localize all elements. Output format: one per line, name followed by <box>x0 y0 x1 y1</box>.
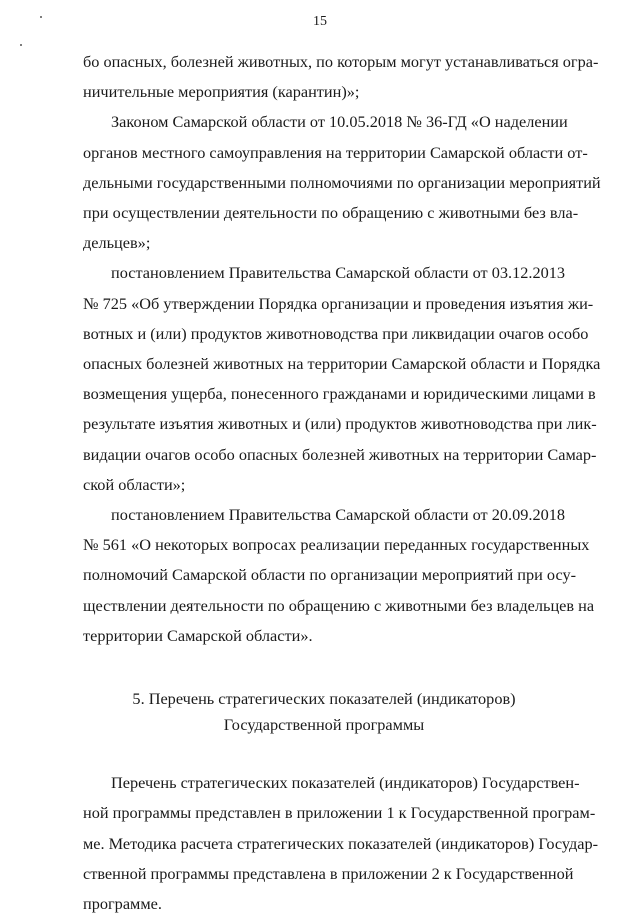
section-heading-line: 5. Перечень стратегических показателей (индикаторов) <box>132 689 516 709</box>
text-line: Законом Самарской области от 10.05.2018 № 36-ГД «О наделении <box>111 112 568 132</box>
text-line: ме. Методика расчета стратегических показателей (индикаторов) Государ- <box>83 833 599 853</box>
text-line: программе. <box>83 894 162 914</box>
text-line: ной программы представлен в приложении 1 к Государственной програм- <box>83 803 596 823</box>
document-body <box>83 47 601 919</box>
page-number: 15 <box>313 14 327 29</box>
text-line: Перечень стратегических показателей (индикаторов) Государствен- <box>111 773 580 793</box>
text-line: при осуществлении деятельности по обращению с животными без вла- <box>83 203 579 223</box>
scan-mark <box>40 16 42 18</box>
text-line: результате изъятия животных и (или) продуктов животноводства при лик- <box>83 414 597 434</box>
text-line: видации очагов особо опасных болезней животных на территории Самар- <box>83 444 597 464</box>
text-line: № 561 «О некоторых вопросах реализации переданных государственных <box>83 535 590 555</box>
text-line: вотных и (или) продуктов животноводства при ликвидации очагов особо <box>83 323 589 343</box>
text-line: постановлением Правительства Самарской области от 20.09.2018 <box>111 505 566 525</box>
text-line: территории Самарской области». <box>83 625 313 645</box>
text-line: дельцев»; <box>83 233 151 253</box>
text-line: бо опасных, болезней животных, по которым могут устанавливаться огра- <box>83 52 599 71</box>
text-line: возмещения ущерба, понесенного гражданами и юридическими лицами в <box>83 384 596 404</box>
section-heading <box>83 684 565 736</box>
text-line: постановлением Правительства Самарской области от 03.12.2013 <box>111 263 566 283</box>
text-line: № 725 «Об утверждении Порядка организации и проведения изъятия жи- <box>83 293 594 313</box>
section-heading-line: Государственной программы <box>223 715 425 735</box>
text-line: ственной программы представлена в приложении 2 к Государственной <box>83 863 574 883</box>
text-line: ской области»; <box>83 474 186 494</box>
text-line: органов местного самоуправления на территории Самарской области от- <box>83 142 588 162</box>
paragraph-continuation <box>83 47 599 107</box>
text-line: ществлении деятельности по обращению с животными без владельцев на <box>83 595 595 615</box>
paragraph-law-36-gd <box>83 107 601 258</box>
text-line: полномочий Самарской области по организации мероприятий при осу- <box>83 565 577 585</box>
text-line: опасных болезней животных на территории Самарской области и Порядка <box>83 354 601 374</box>
paragraph-resolution-725 <box>83 258 601 500</box>
text-line: дельными государственными полномочиями по организации мероприятий <box>83 172 601 192</box>
paragraph-indicators <box>83 768 599 919</box>
scan-mark <box>20 44 22 46</box>
text-line: ничительные мероприятия (карантин)»; <box>83 82 360 102</box>
paragraph-resolution-561 <box>83 500 595 651</box>
